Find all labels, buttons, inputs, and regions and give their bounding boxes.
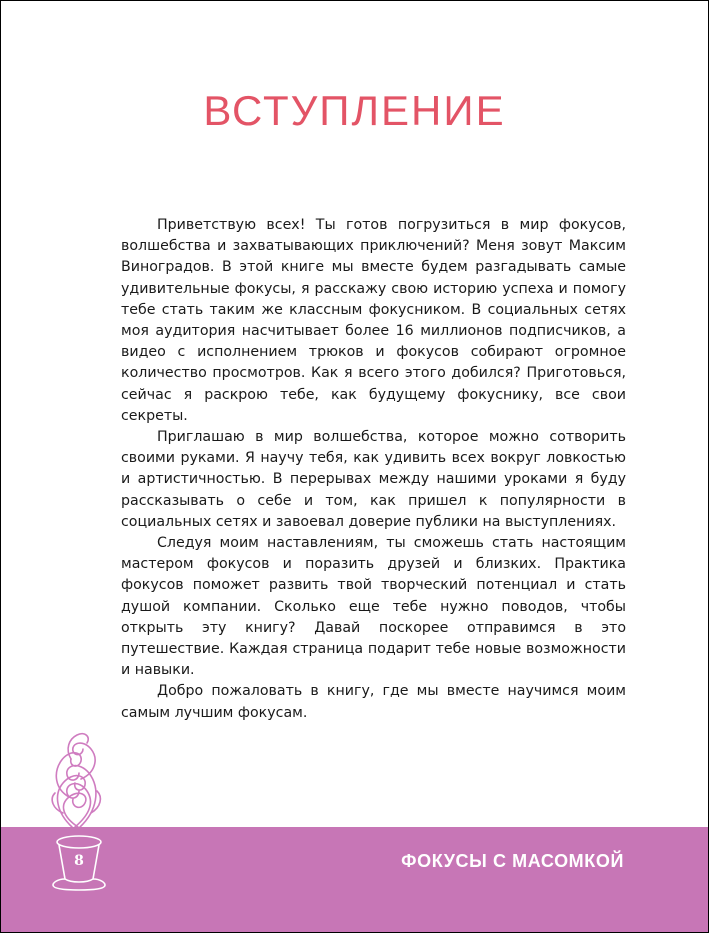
- footer-band: [1, 827, 708, 932]
- page-title: ВСТУПЛЕНИЕ: [203, 87, 506, 134]
- body-text: [121, 215, 626, 724]
- book-title: ФОКУСЫ С МАСОМКОЙ: [401, 851, 624, 871]
- paragraph: Добро пожаловать в книгу, где мы вместе научимся моим самым лучшим фокусам.: [121, 683, 626, 721]
- paragraph: Следуя моим наставлениям, ты сможешь стать настоящим мастером фокусов и поразить друзей и близких. Практика фокусов поможет развить твой творческий потенциал и стать душой компании. Сколько еще тебе нужно поводов, чтобы открыть эту книгу? Давай поскорее отправимся в это путешествие. Каждая страница подарит тебе новые возможности и навыки.: [121, 535, 626, 679]
- magic-smoke-icon: [45, 729, 107, 829]
- page-number: 8: [74, 853, 84, 869]
- paragraph: Приглашаю в мир волшебства, которое можно сотворить своими руками. Я научу тебя, как удивить всех вокруг ловкостью и артистичностью. В перерывах между нашими уроками я буду рассказывать о себе и том, как пришел к популярности в социальных сетях и завоевал доверие публики на выступлениях.: [121, 429, 626, 530]
- paragraph: Приветствую всех! Ты готов погрузиться в мир фокусов, волшебства и захватывающих приключений? Меня зовут Максим Виноградов. В этой книге мы вместе будем разгадывать самые удивительные фокусы, я расскажу свою историю успеха и помогу тебе стать таким же классным фокусником. В социальных сетях моя аудитория насчитывает более 16 миллионов подписчиков, а видео с исполнением трюков и фокусов собирают огромное количество просмотров. Как я всего этого добился? Приготовься, сейчас я раскрою тебе, как будущему фокуснику, все свои секреты.: [121, 217, 626, 424]
